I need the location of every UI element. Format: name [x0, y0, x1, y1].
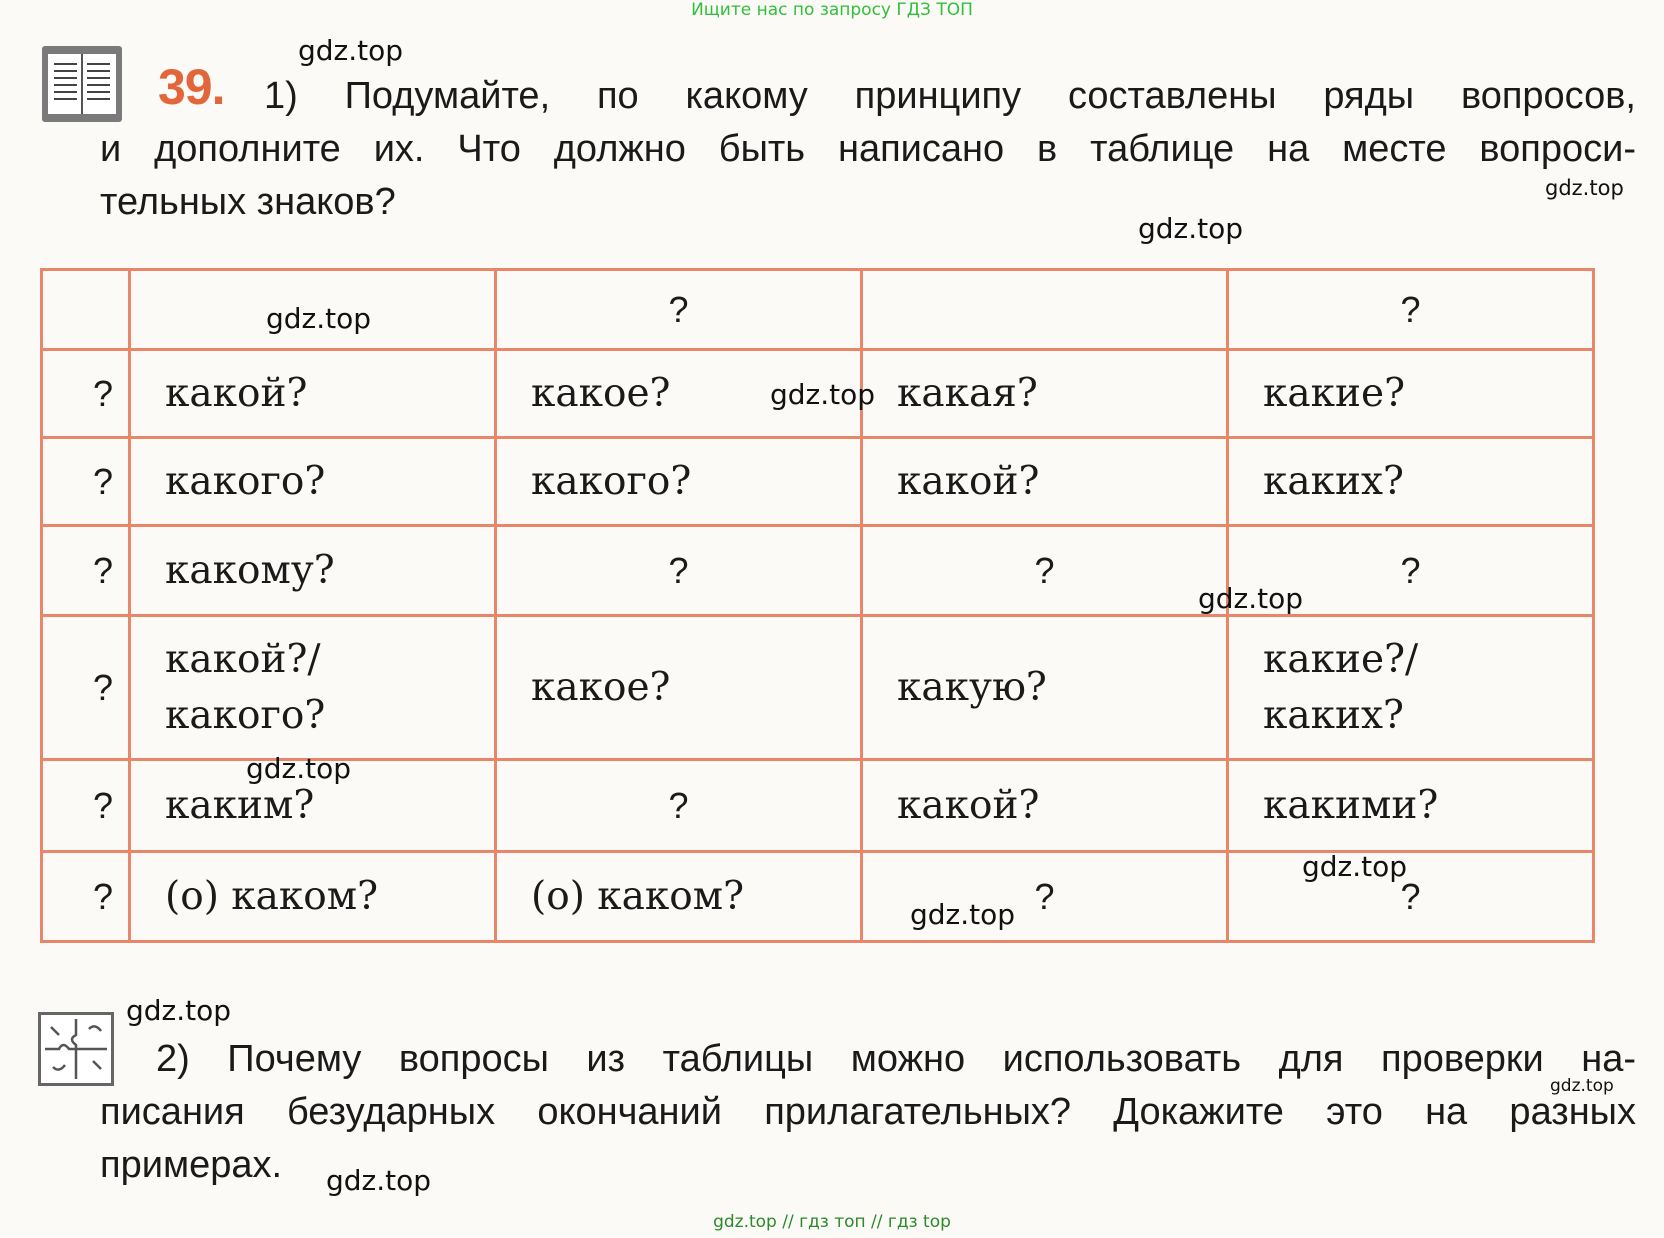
table-cell: ? [42, 526, 130, 616]
watermark: gdz.top [910, 898, 1016, 931]
watermark: gdz.top [1198, 582, 1304, 615]
task-text-line-1: 1) Подумайте, по какому принципу составлены ряды вопросов, [264, 75, 1636, 117]
table-cell: ? [42, 438, 130, 526]
table-cell: какая? [862, 350, 1228, 438]
table-cell [1228, 616, 1594, 760]
table-row [42, 616, 1594, 760]
table-cell [862, 270, 1228, 350]
table-cell: какую? [862, 616, 1228, 760]
top-banner[interactable]: Ищите нас по запросу ГДЗ ТОП [691, 0, 973, 20]
task-part2-line-2: писания безударных окончаний прилагательных? Докажите это на разных [100, 1091, 1636, 1133]
table-cell: ? [1228, 852, 1594, 942]
table-cell: (о) каком? [130, 852, 496, 942]
open-book-icon [42, 46, 122, 122]
table-cell: ? [42, 760, 130, 852]
watermark: gdz.top [1545, 176, 1624, 200]
table-cell: ? [1228, 526, 1594, 616]
watermark: gdz.top [1302, 850, 1408, 883]
watermark: gdz.top [246, 752, 352, 785]
table-cell: какими? [1228, 760, 1594, 852]
watermark: gdz.top [770, 378, 876, 411]
watermark: gdz.top [126, 994, 232, 1027]
watermark: gdz.top [298, 34, 404, 67]
cell-line: какие?/ [1263, 636, 1419, 682]
cell-line: каких? [1263, 692, 1404, 738]
table-cell: какое? [496, 616, 862, 760]
table-cell: какой? [862, 760, 1228, 852]
puzzle-icon [38, 1012, 114, 1086]
table-cell: какие? [1228, 350, 1594, 438]
table-cell: ? [42, 350, 130, 438]
table-cell [130, 616, 496, 760]
table-cell [42, 270, 130, 350]
table-cell: какого? [130, 438, 496, 526]
cell-line: какого? [165, 692, 326, 738]
table-cell: каким? [130, 760, 496, 852]
table-cell: какому? [130, 526, 496, 616]
task-text-line-3: тельных знаков? [100, 181, 396, 223]
table-row [42, 526, 1594, 616]
table-cell: ? [42, 852, 130, 942]
table-row [42, 438, 1594, 526]
task-part2-line-3: примерах. [100, 1144, 283, 1186]
watermark: gdz.top [1550, 1076, 1614, 1096]
table-cell: ? [1228, 270, 1594, 350]
watermark: gdz.top [1138, 212, 1244, 245]
table-cell: (о) каком? [496, 852, 862, 942]
task-part2-line-1: 2) Почему вопросы из таблицы можно использовать для проверки на- [156, 1038, 1636, 1080]
table-cell: ? [42, 616, 130, 760]
table-cell: ? [862, 526, 1228, 616]
table-cell: какое? [496, 350, 862, 438]
table-cell: ? [496, 526, 862, 616]
table-cell: ? [496, 270, 862, 350]
bottom-banner[interactable]: gdz.top // гдз топ // гдз top [713, 1212, 951, 1232]
watermark: gdz.top [326, 1164, 432, 1197]
table-cell: каких? [1228, 438, 1594, 526]
task-number: 39. [158, 59, 225, 115]
table-cell: ? [496, 760, 862, 852]
table-cell: ? [862, 852, 1228, 942]
task-text-line-2: и дополните их. Что должно быть написано в таблице на месте вопроси- [100, 128, 1636, 170]
table-cell: какой? [862, 438, 1228, 526]
questions-table [40, 268, 1595, 943]
watermark: gdz.top [266, 302, 372, 335]
table-cell: какого? [496, 438, 862, 526]
cell-line: какой?/ [165, 636, 321, 682]
table-cell: какой? [130, 350, 496, 438]
